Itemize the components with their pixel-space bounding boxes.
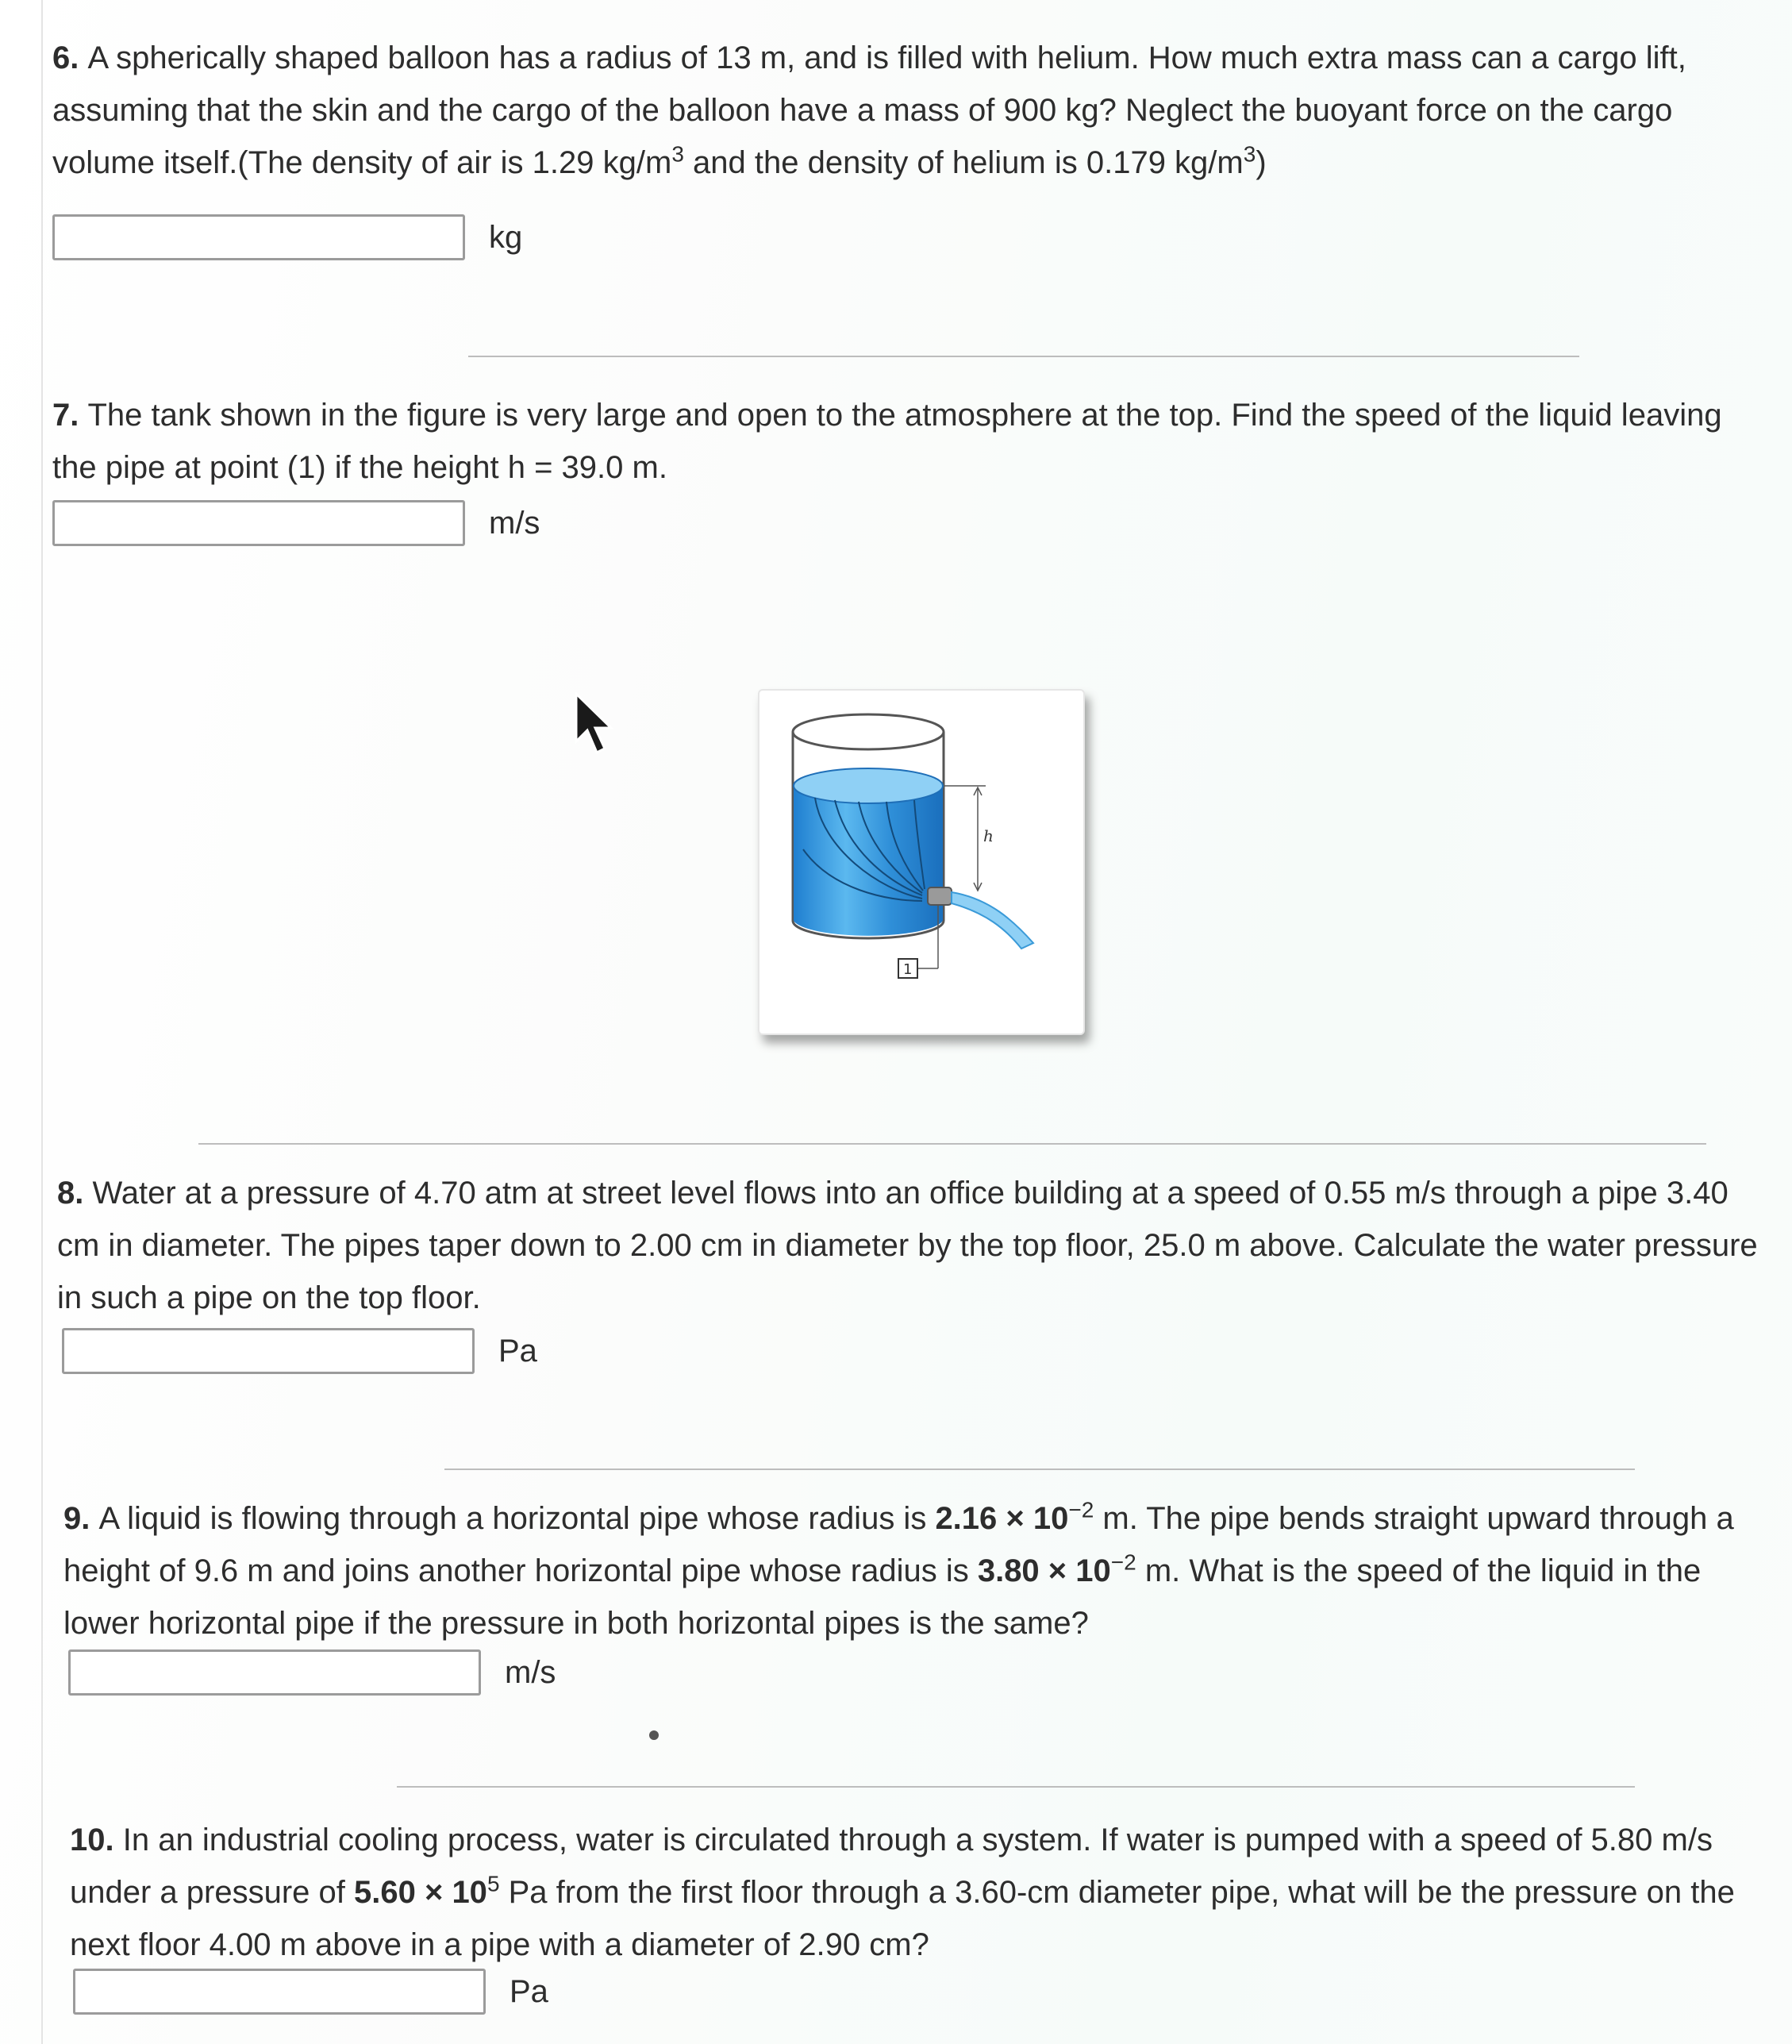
question-text: The tank shown in the figure is very large and open to the atmosphere at the top. Find the speed of the liquid leaving the pipe at point (1) if the height h = 39.0 m. — [52, 398, 1722, 485]
separator — [444, 1469, 1635, 1470]
answer-row-7 — [52, 500, 540, 546]
question-6 — [52, 32, 1775, 189]
question-number: 6 — [52, 40, 71, 75]
mouse-cursor-icon — [573, 692, 621, 768]
answer-input-10[interactable] — [73, 1969, 486, 2015]
question-9-text: 9. A liquid is flowing through a horizontal pipe whose radius is $2.16 \times 10^{-2}$ m. The pipe bends straight upward through a height of 9.6 m and joins another horizontal pipe whose radius is $3.80 \times 10^{-2}$ m. What is the speed of the liquid in the lower horizontal pipe if the pressure in both horizontal pipes is the same? — [63, 1497, 1734, 1641]
separator — [198, 1143, 1706, 1145]
unit-label: Pa — [498, 1333, 537, 1368]
separator — [397, 1786, 1635, 1788]
superscript: 5 — [486, 1871, 500, 1896]
question-text: A spherically shaped balloon has a radius of 13 m, and is filled with helium. How much extra mass can a cargo lift, assuming that the skin and the cargo of the balloon have a mass of 900 kg? Neglect the buoyant force on the cargo volume itself.(The density of air is 1.29 kg/m — [52, 40, 1686, 180]
answer-input-9[interactable] — [68, 1649, 481, 1696]
radius-value: 2.16 × 10 — [935, 1501, 1069, 1536]
question-text: A liquid is flowing through a horizontal pipe whose radius is — [98, 1501, 936, 1536]
question-8 — [57, 1167, 1763, 1324]
question-7 — [52, 389, 1775, 494]
question-10-text: 10. In an industrial cooling process, water is circulated through a system. If water is pumped with a speed of 5.80 m/s under a pressure of $5.60 \times 10^5$ Pa from the first floor through a 3.60-cm diameter pipe, what will be the pressure on the next floor 4.00 m above in a pipe with a diameter of 2.90 cm? — [70, 1823, 1735, 1962]
question-text: Pa from the first floor through a 3.60-cm diameter pipe, what will be the pressure on the next floor 4.00 m above in a pipe with a diameter of 2.90 cm? — [70, 1875, 1735, 1962]
unit-label: Pa — [510, 1973, 548, 2009]
question-text: m. The pipe bends straight upward through a height of 9.6 m and joins another horizontal pipe whose radius is — [63, 1501, 1734, 1588]
superscript: 3 — [1243, 141, 1256, 167]
screen-speck — [649, 1730, 659, 1740]
question-number: 9 — [63, 1501, 82, 1536]
question-6-text: 6. A spherically shaped balloon has a radius of 13 m, and is filled with helium. How much extra mass can a cargo lift, assuming that the skin and the cargo of the balloon have a mass of 900 kg? Neglect the buoyant force on the cargo volume itself.(The density of air is 1.29 $kg/m^3$ and the density of helium is 0.179 $kg/m^3$) — [52, 40, 1686, 180]
question-text: and the density of helium is 0.179 kg/m — [683, 145, 1244, 180]
answer-input-6[interactable] — [52, 214, 465, 260]
height-label: h — [983, 826, 994, 845]
question-number: 10 — [70, 1823, 106, 1857]
question-7-text: 7. The tank shown in the figure is very large and open to the atmosphere at the top. Find the speed of the liquid leaving the pipe at point (1) if the height h = 39.0 m. — [52, 398, 1722, 485]
answer-row-6 — [52, 214, 522, 260]
answer-input-7[interactable] — [52, 500, 465, 546]
tank-figure — [758, 689, 1085, 1035]
question-text: ) — [1256, 145, 1267, 180]
water-jet — [952, 892, 1033, 949]
unit-label: m/s — [489, 505, 540, 541]
tank-diagram — [759, 691, 1083, 1034]
question-text: In an industrial cooling process, water is circulated through a system. If water is pumped with a speed of 5.80 m/s under a pressure of — [70, 1823, 1713, 1910]
outlet-pipe — [928, 887, 952, 905]
question-number: 8 — [57, 1176, 75, 1211]
question-9 — [63, 1492, 1770, 1649]
superscript: −2 — [1110, 1549, 1136, 1575]
superscript: −2 — [1068, 1497, 1094, 1522]
answer-row-10 — [73, 1969, 548, 2015]
question-text: m. What is the speed of the liquid in the lower horizontal pipe if the pressure in both horizontal pipes is the same? — [63, 1553, 1702, 1641]
question-10 — [70, 1814, 1768, 1971]
unit-label: m/s — [505, 1654, 556, 1690]
pressure-value: 5.60 × 10 — [354, 1875, 487, 1910]
answer-row-9 — [68, 1649, 556, 1696]
answer-input-8[interactable] — [62, 1328, 475, 1374]
answer-row-8 — [62, 1328, 537, 1374]
left-border — [41, 0, 43, 2044]
unit-label: kg — [489, 219, 523, 255]
point-label: 1 — [903, 961, 913, 978]
water-surface — [794, 768, 943, 803]
question-text: Water at a pressure of 4.70 atm at street level flows into an office building at a speed of 0.55 m/s through a pipe 3.40 cm in diameter. The pipes taper down to 2.00 cm in diameter by the top floor, 25.0 m above. Calculate the water pressure in such a pipe on the top floor. — [57, 1176, 1758, 1315]
separator — [468, 356, 1579, 357]
question-8-text: 8. Water at a pressure of 4.70 atm at street level flows into an office building at a speed of 0.55 m/s through a pipe 3.40 cm in diameter. The pipes taper down to 2.00 cm in diameter by the top floor, 25.0 m above. Calculate the water pressure in such a pipe on the top floor. — [57, 1176, 1758, 1315]
radius-value: 3.80 × 10 — [977, 1553, 1111, 1588]
superscript: 3 — [671, 141, 684, 167]
question-number: 7 — [52, 398, 71, 433]
